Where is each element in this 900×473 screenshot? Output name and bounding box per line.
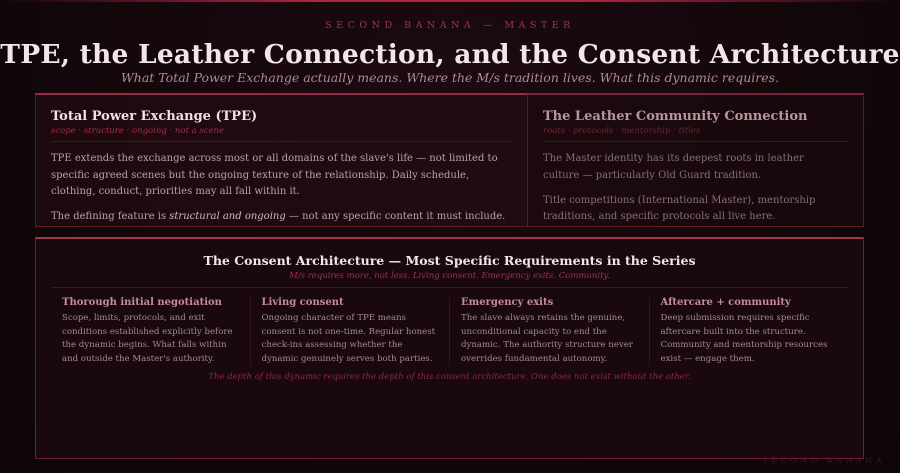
tpe-paragraph-2 xyxy=(51,209,507,227)
consent-subtitle: M/s requires more, not less. Living consent. Emergency exits. Community. xyxy=(289,271,610,281)
tpe-paragraph-2-emphasis: structural and ongoing xyxy=(169,211,286,222)
leather-card-body xyxy=(543,151,843,227)
leather-paragraph-2: Title competitions (International Master), mentorship traditions, and specific protocols all live here. xyxy=(543,194,816,222)
tpe-paragraph-1: TPE extends the exchange across most or all domains of the slave's life — not limited to specific agreed scenes but the ongoing texture of the relationship. Daily schedule, clothing, conduct, priorities may all fall within it. xyxy=(51,153,498,197)
consent-divider xyxy=(51,287,848,288)
consent-column-body: Ongoing character of TPE means consent is not one-time. Regular honest check-ins assessing whether the dynamic genuinely serves both parties. xyxy=(261,313,436,364)
consent-column-body: Scope, limits, protocols, and exit conditions established explicitly before the dynamic begins. What falls within and outside the Master's authority. xyxy=(62,313,233,364)
watermark: SECOND BANANA xyxy=(762,456,885,465)
consent-column-title: Aftercare + community xyxy=(660,297,791,308)
leather-card-title: The Leather Community Connection xyxy=(543,109,808,124)
consent-architecture-panel xyxy=(35,237,864,459)
consent-column-body: The slave always retains the genuine, unconditional capacity to end the dynamic. The authority structure never overrides fundamental autonomy. xyxy=(461,313,633,364)
consent-column-title: Emergency exits xyxy=(461,297,554,308)
consent-footer-note: The depth of this dynamic requires the depth of this consent architecture. One does not exist without the other. xyxy=(208,372,691,382)
consent-column-living-consent xyxy=(250,297,450,366)
top-accent-line xyxy=(0,0,900,2)
consent-columns xyxy=(51,297,848,366)
consent-column-aftercare xyxy=(649,297,849,366)
leather-card-divider xyxy=(543,141,848,142)
leather-paragraph-1: The Master identity has its deepest roots in leather culture — particularly Old Guard tradition. xyxy=(543,153,804,181)
leather-card xyxy=(527,93,864,227)
consent-column-title: Living consent xyxy=(261,297,344,308)
tpe-card-tags: scope · structure · ongoing · not a scene xyxy=(51,126,225,136)
tpe-card-body xyxy=(51,151,507,227)
consent-column-body: Deep submission requires specific aftercare built into the structure. Community and mentorship resources exist — engage them. xyxy=(660,313,828,364)
consent-title: The Consent Architecture — Most Specific Requirements in the Series xyxy=(203,253,696,268)
tpe-paragraph-2-start: The defining feature is xyxy=(51,211,170,222)
consent-column-emergency-exits xyxy=(449,297,649,366)
tpe-card xyxy=(35,93,528,227)
eyebrow-label: SECOND BANANA — MASTER xyxy=(325,20,575,31)
leather-card-tags: roots · protocols · mentorship · titles xyxy=(543,126,701,136)
tpe-card-title: Total Power Exchange (TPE) xyxy=(51,109,258,124)
tpe-card-divider xyxy=(51,141,512,142)
page-subtitle: What Total Power Exchange actually means. Where the M/s tradition lives. What this dynamic requires. xyxy=(120,70,780,85)
tpe-paragraph-2-end: — not any specific content it must include. xyxy=(288,211,506,222)
consent-column-negotiation xyxy=(51,297,250,366)
consent-column-title: Thorough initial negotiation xyxy=(62,297,222,308)
page-title: TPE, the Leather Connection, and the Consent Architecture xyxy=(0,39,900,70)
